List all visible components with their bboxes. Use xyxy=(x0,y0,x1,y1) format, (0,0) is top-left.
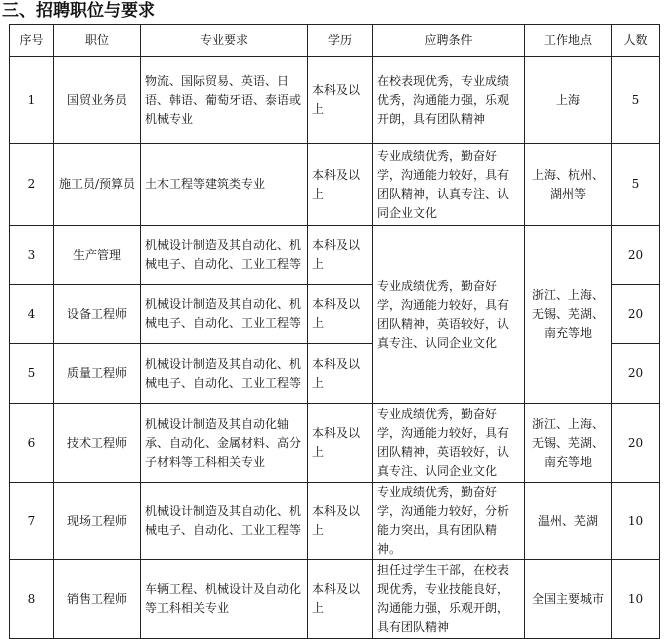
header-count: 人数 xyxy=(612,25,660,57)
cell-major: 机械设计制造及其自动化、机械电子、自动化、工业工程等 xyxy=(141,483,308,560)
cell-education: 本科及以上 xyxy=(308,560,373,639)
table-row xyxy=(10,404,660,483)
cell-conditions: 担任过学生干部，在校表现优秀，专业技能良好，沟通能力强，乐观开朗，具有团队精神 xyxy=(373,560,525,639)
cell-count: 20 xyxy=(612,344,660,404)
cell-major: 机械设计制造及其自动化、机械电子、自动化、工业工程等 xyxy=(141,226,308,285)
cell-position: 现场工程师 xyxy=(54,483,141,560)
cell-position: 国贸业务员 xyxy=(54,57,141,144)
cell-conditions: 专业成绩优秀，勤奋好学，沟通能力较好，具有团队精神，英语较好，认真专注、认同企业文化 xyxy=(373,404,525,483)
cell-no: 4 xyxy=(10,285,54,344)
cell-count: 5 xyxy=(612,144,660,226)
cell-no: 7 xyxy=(10,483,54,560)
cell-education: 本科及以上 xyxy=(308,285,373,344)
cell-location-merged: 浙江、上海、无锡、芜湖、南充等地 xyxy=(525,226,612,404)
cell-count: 20 xyxy=(612,226,660,285)
section-title: 三、招聘职位与要求 xyxy=(2,1,155,21)
table-row xyxy=(10,560,660,639)
cell-education: 本科及以上 xyxy=(308,57,373,144)
cell-major: 物流、国际贸易、英语、日语、韩语、葡萄牙语、泰语或机械专业 xyxy=(141,57,308,144)
cell-education: 本科及以上 xyxy=(308,226,373,285)
cell-education: 本科及以上 xyxy=(308,404,373,483)
table-row xyxy=(10,144,660,226)
cell-location: 全国主要城市 xyxy=(525,560,612,639)
cell-position: 销售工程师 xyxy=(54,560,141,639)
cell-location: 上海、杭州、湖州等 xyxy=(525,144,612,226)
table-row xyxy=(10,483,660,560)
header-education: 学历 xyxy=(308,25,373,57)
cell-position: 设备工程师 xyxy=(54,285,141,344)
cell-education: 本科及以上 xyxy=(308,344,373,404)
cell-major: 车辆工程、机械设计及自动化等工科相关专业 xyxy=(141,560,308,639)
cell-position: 生产管理 xyxy=(54,226,141,285)
table-row xyxy=(10,57,660,144)
recruitment-table xyxy=(9,24,660,639)
cell-location: 上海 xyxy=(525,57,612,144)
header-position: 职位 xyxy=(54,25,141,57)
cell-no: 3 xyxy=(10,226,54,285)
table-header-row xyxy=(10,25,660,57)
cell-position: 技术工程师 xyxy=(54,404,141,483)
cell-count: 5 xyxy=(612,57,660,144)
header-major: 专业要求 xyxy=(141,25,308,57)
cell-no: 5 xyxy=(10,344,54,404)
cell-conditions: 在校表现优秀，专业成绩优秀，沟通能力强，乐观开朗，具有团队精神 xyxy=(373,57,525,144)
cell-conditions: 专业成绩优秀，勤奋好学，沟通能力较好，具有团队精神，认真专注、认同企业文化 xyxy=(373,144,525,226)
cell-major: 机械设计制造及其自动化、机械电子、自动化、工业工程等 xyxy=(141,285,308,344)
cell-no: 1 xyxy=(10,57,54,144)
cell-no: 2 xyxy=(10,144,54,226)
cell-education: 本科及以上 xyxy=(308,144,373,226)
cell-conditions-merged: 专业成绩优秀，勤奋好学，沟通能力较好，具有团队精神，英语较好，认真专注、认同企业文化 xyxy=(373,226,525,404)
cell-major: 机械设计制造及其自动化轴承、自动化、金属材料、高分子材料等工科相关专业 xyxy=(141,404,308,483)
cell-location: 温州、芜湖 xyxy=(525,483,612,560)
cell-major: 机械设计制造及其自动化、机械电子、自动化、工业工程等 xyxy=(141,344,308,404)
cell-major: 土木工程等建筑类专业 xyxy=(141,144,308,226)
cell-count: 10 xyxy=(612,483,660,560)
cell-count: 10 xyxy=(612,560,660,639)
cell-count: 20 xyxy=(612,404,660,483)
header-no: 序号 xyxy=(10,25,54,57)
cell-position: 质量工程师 xyxy=(54,344,141,404)
cell-count: 20 xyxy=(612,285,660,344)
table-row xyxy=(10,226,660,285)
cell-location: 浙江、上海、无锡、芜湖、南充等地 xyxy=(525,404,612,483)
cell-no: 6 xyxy=(10,404,54,483)
header-conditions: 应聘条件 xyxy=(373,25,525,57)
cell-education: 本科及以上 xyxy=(308,483,373,560)
cell-position: 施工员/预算员 xyxy=(54,144,141,226)
header-location: 工作地点 xyxy=(525,25,612,57)
cell-conditions: 专业成绩优秀，勤奋好学，沟通能力较好，分析能力突出，具有团队精神。 xyxy=(373,483,525,560)
cell-no: 8 xyxy=(10,560,54,639)
